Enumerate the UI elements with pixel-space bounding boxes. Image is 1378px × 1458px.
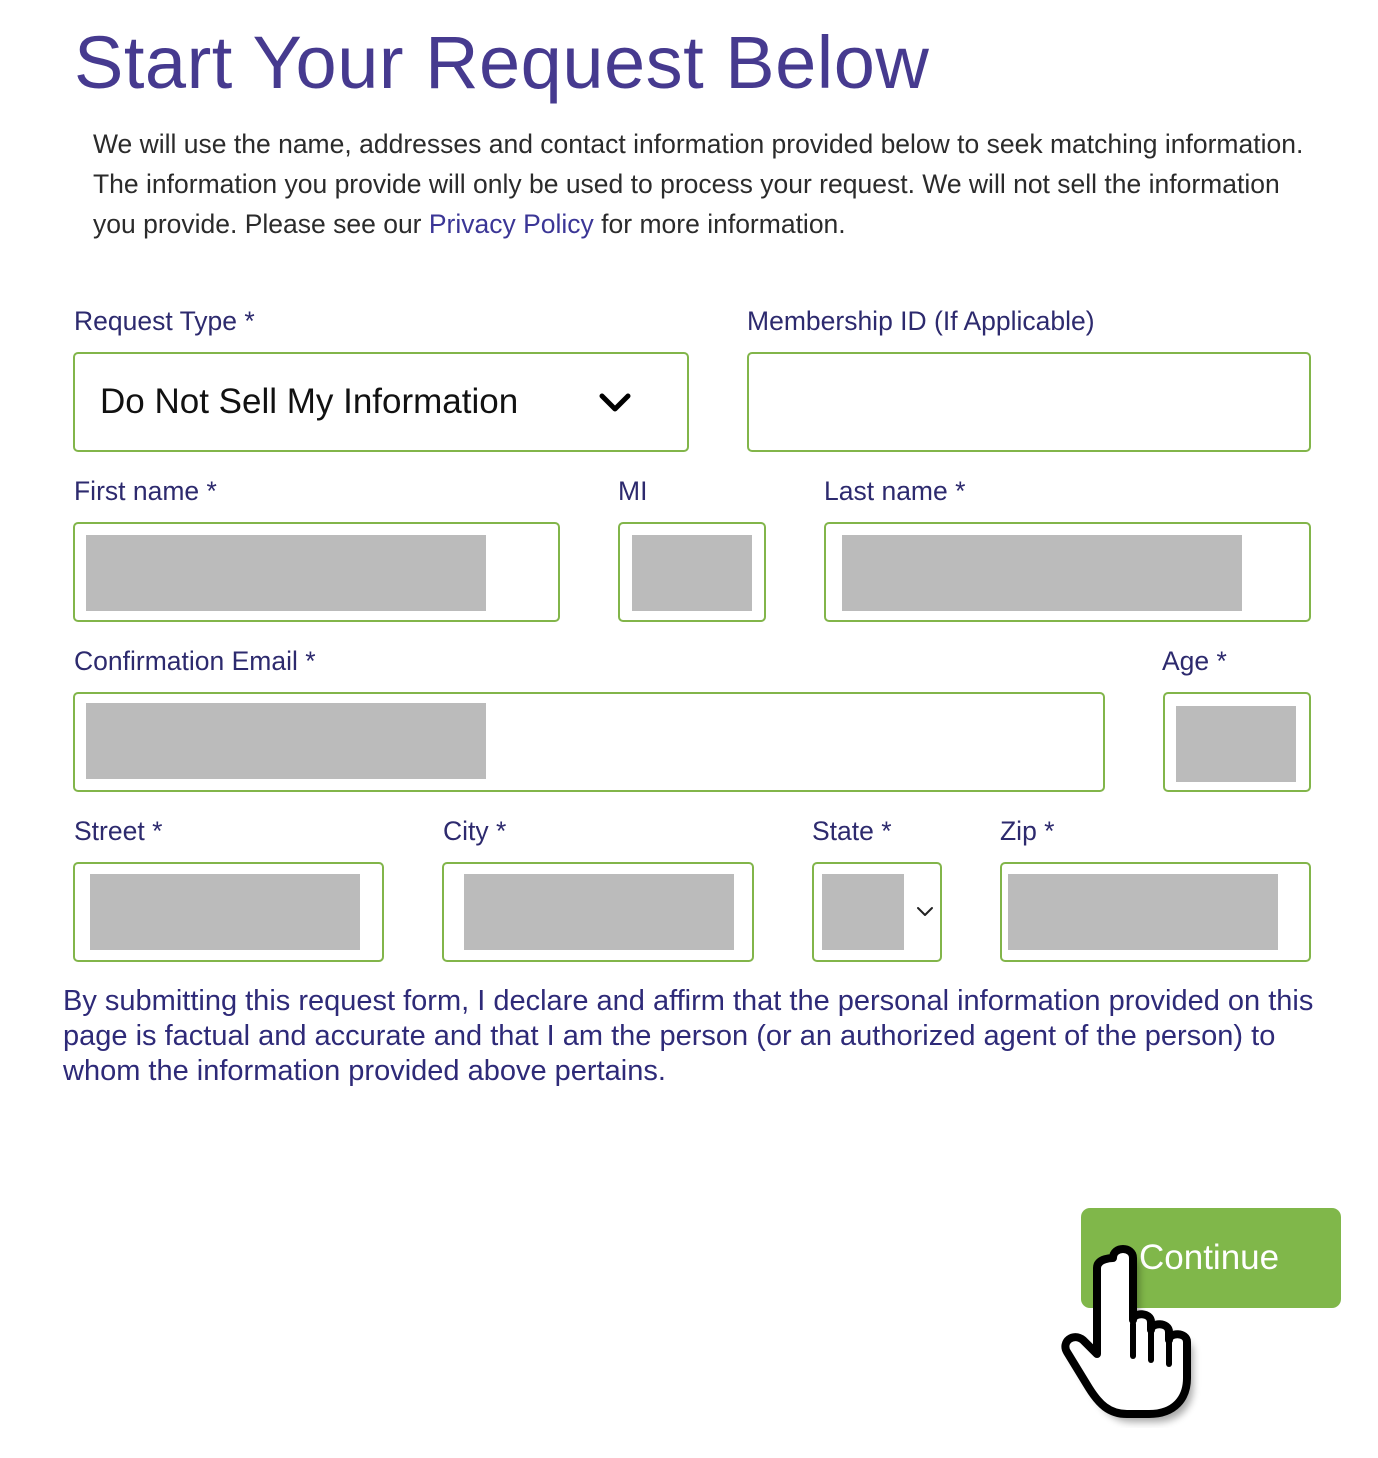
age-input[interactable] [1163,692,1311,792]
redacted-value [86,703,486,779]
mi-input[interactable] [618,522,766,622]
zip-label: Zip * [1000,816,1055,846]
state-label: State * [812,816,892,846]
redacted-value [86,535,486,611]
street-input[interactable] [73,862,384,962]
redacted-value [90,874,360,950]
redacted-value [822,874,904,950]
last-name-input[interactable] [824,522,1311,622]
intro-text-end: for more information. [593,209,846,239]
redacted-value [1176,706,1296,782]
page-title: Start Your Request Below [74,21,930,104]
request-type-value: Do Not Sell My Information [100,382,519,421]
intro-text: We will use the name, addresses and contact information provided below to seek matching information. The information you provide will only be used to process your request. We will not sell the information you provide. Please see our [93,129,1304,239]
street-label: Street * [74,816,163,846]
request-type-label: Request Type * [74,306,255,336]
zip-input[interactable] [1000,862,1311,962]
redacted-value [464,874,734,950]
city-input[interactable] [442,862,754,962]
hand-pointer-cursor-icon [1045,1228,1235,1428]
first-name-input[interactable] [73,522,560,622]
first-name-label: First name * [74,476,217,506]
confirmation-email-label: Confirmation Email * [74,646,316,676]
redacted-value [842,535,1242,611]
confirmation-email-input[interactable] [73,692,1105,792]
redacted-value [1008,874,1278,950]
chevron-down-icon [916,906,934,918]
intro-paragraph [93,124,1313,244]
state-select[interactable] [812,862,942,962]
declaration-text: By submitting this request form, I declare and affirm that the personal information provided on this page is factual and accurate and that I am the person (or an authorized agent of the person) to whom the information provided above pertains. [63,985,1314,1087]
continue-button[interactable]: Continue [1081,1208,1341,1308]
redacted-value [632,535,752,611]
request-type-select[interactable] [73,352,689,452]
privacy-policy-link[interactable]: Privacy Policy [428,209,594,239]
membership-id-label: Membership ID (If Applicable) [747,306,1095,336]
age-label: Age * [1162,646,1227,676]
city-label: City * [443,816,507,846]
mi-label: MI [618,476,648,506]
chevron-down-icon [599,392,631,414]
membership-id-input[interactable] [747,352,1311,452]
last-name-label: Last name * [824,476,966,506]
